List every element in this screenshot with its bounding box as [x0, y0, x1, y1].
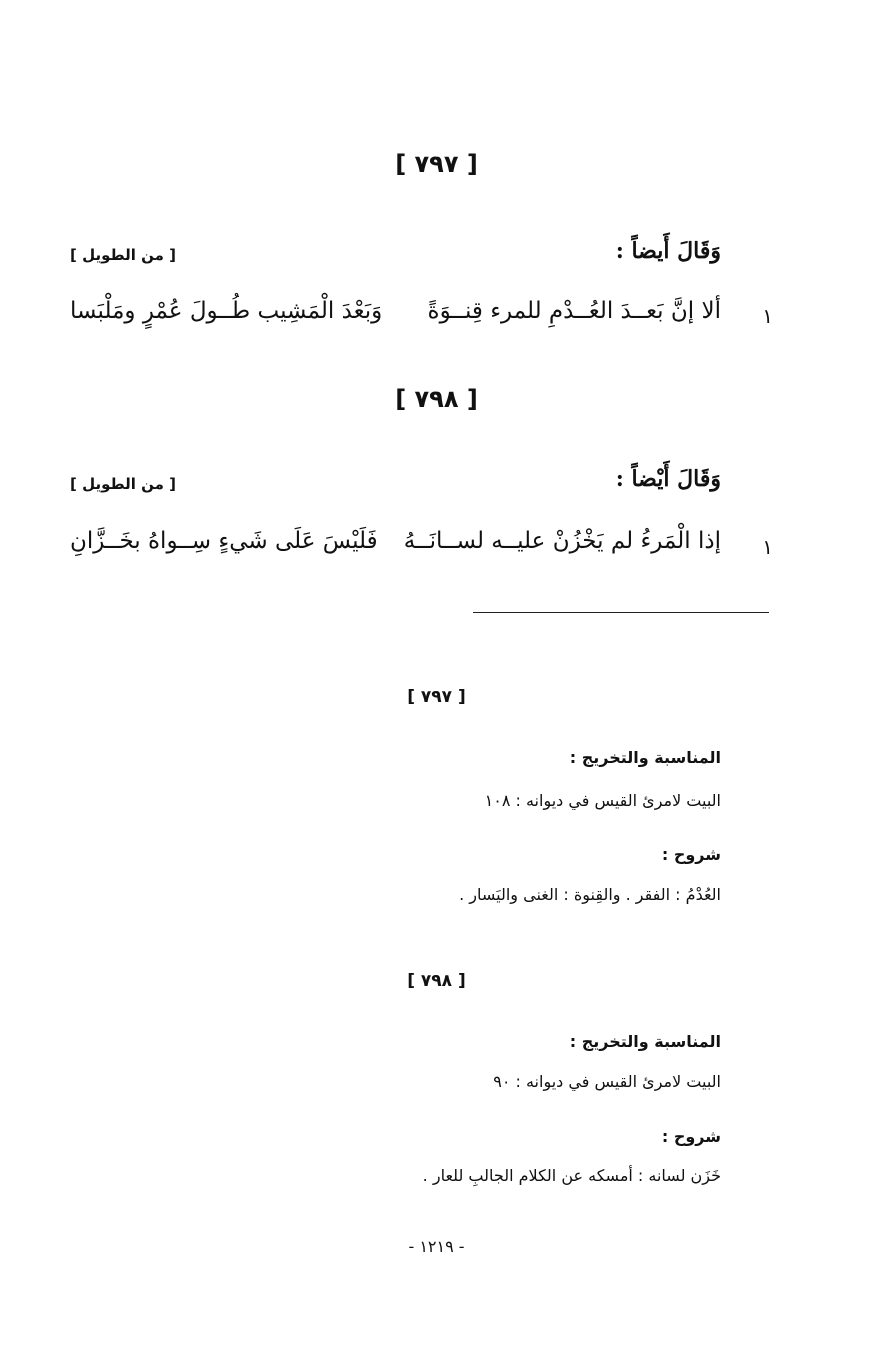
occasion-text: البيت لامرئ القيس في ديوانه : ١٠٨ — [484, 791, 721, 810]
occasion-text: البيت لامرئ القيس في ديوانه : ٩٠ — [493, 1072, 721, 1091]
verse-first-hemistich: إذا الْمَرءُ لم يَخْزُنْ عليــه لســانَــهُ — [403, 528, 721, 554]
glosses-text: العُدْمُ : الفقر . والقِنوة : الغنى واليَسار . — [459, 885, 721, 904]
poem-number-797: [ ٧٩٧ ] — [395, 150, 478, 178]
occasion-label: المناسبة والتخريج : — [569, 1032, 721, 1051]
page-number: - ١٢١٩ - — [408, 1237, 465, 1256]
poem-number-798: [ ٧٩٨ ] — [395, 385, 478, 413]
glosses-label: شروح : — [661, 1127, 721, 1146]
verse-number: ١ — [762, 304, 773, 328]
verse-second-hemistich: فَلَيْسَ عَلَى شَيءٍ سِــواهُ بخَــزَّانِ — [70, 528, 378, 554]
poem-meter: [ من الطويل ] — [70, 246, 176, 264]
poem-intro: وَقَالَ أَيْضاً : — [615, 466, 721, 492]
notes-separator — [473, 612, 769, 613]
glosses-text: خَزَن لسانه : أمسكه عن الكلام الجالبِ للعار . — [422, 1166, 721, 1185]
verse-first-hemistich: ألا إنَّ بَعــدَ العُــدْمِ للمرء قِنــوَةً — [427, 298, 721, 324]
verse-number: ١ — [762, 535, 773, 559]
poem-meter: [ من الطويل ] — [70, 475, 176, 493]
glosses-label: شروح : — [661, 845, 721, 864]
verse-second-hemistich: وَبَعْدَ الْمَشِيب طُــولَ عُمْرٍ ومَلْبَسا — [70, 298, 383, 324]
poem-intro: وَقَالَ أَيضاً : — [615, 238, 721, 264]
note-number-798: [ ٧٩٨ ] — [407, 971, 466, 991]
note-number-797: [ ٧٩٧ ] — [407, 687, 466, 707]
occasion-label: المناسبة والتخريج : — [569, 748, 721, 767]
